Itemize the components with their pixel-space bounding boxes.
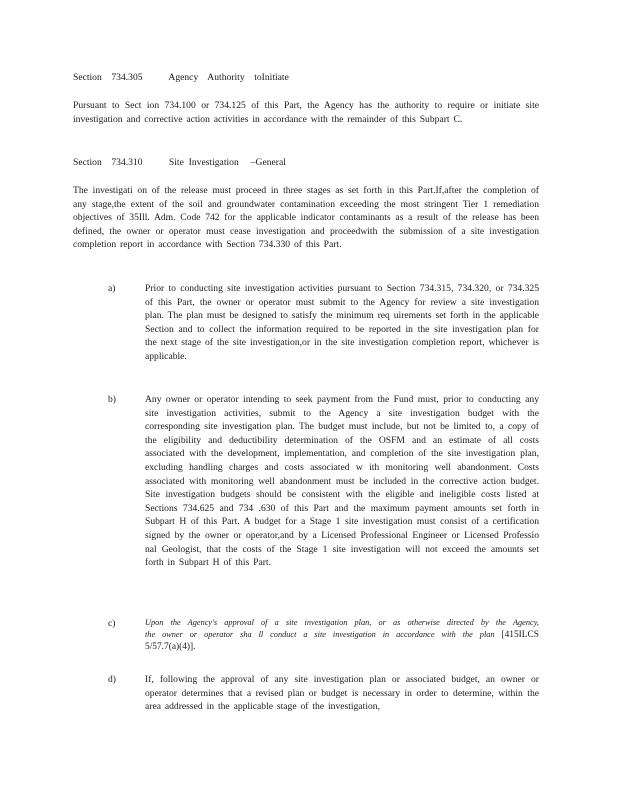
item-letter-b: b) xyxy=(108,394,116,405)
item-text-c xyxy=(145,617,539,653)
item-letter-d: d) xyxy=(108,674,116,685)
section-heading-734-305: Section 734.305 Agency Authority toInitiate xyxy=(73,72,289,83)
item-text-d: If, following the approval of any site investigation plan or associated budget, an owner or operator determines that a revised plan or budget is necessary in order to determine, within the area addressed in the applicable stage of the investigation, xyxy=(145,674,539,713)
section-body-734-305: Pursuant to Sect ion 734.100 or 734.125 of this Part, the Agency has the authority to require or initiate site investigation and corrective action activities in accordance with the remainder of this Subpart C. xyxy=(73,100,539,125)
item-letter-a: a) xyxy=(108,283,116,294)
statute-citation: [415ILCS 5/57.7(a)(4)]. xyxy=(145,630,539,652)
item-text-c-body: Upon the Agency's approval of a site investigation plan, or as otherwise directed by the Agency, the owner or operator sha ll conduct a site investigation in accordance with the plan xyxy=(145,618,539,639)
item-text-b: Any owner or operator intending to seek payment from the Fund must, prior to conducting any site investigation activities, submit to the Agency a site investigation budget with the corresponding site investigation plan. The budget must include, but not be limited to, a copy of the eligibility and deductibility determination of the OSFM and an estimate of all costs associated with the development, implementation, and completion of the site investigation plan, excluding handling charges and costs associated w ith monitoring well abandonment. Costs associated with monitoring well abandonment must be included in the corrective action budget. Site investigation budgets should be consistent with the eligible and ineligible costs listed at Sections 734.625 and 734 .630 of this Part and the maximum payment amounts set forth in Subpart H of this Part. A budget for a Stage 1 site investigation must consist of a certification signed by the owner or operator,and by a Licensed Professional Engineer or Licensed Professio nal Geologist, that the costs of the Stage 1 site investigation will not exceed the amounts set forth in Subpart H of this Part. xyxy=(145,394,539,569)
section-body-734-310: The investigati on of the release must proceed in three stages as set forth in this Part.If,after the completion of any stage,the extent of the soil and groundwater contamination exceeding the most stringent Tier 1 remediation objectives of 35Ill. Adm. Code 742 for the applicable indicator contaminants as a result of the release has been defined, the owner or operator must cease investigation and proceedwith the submission of a site investigation completion report in accordance with Section 734.330 of this Part. xyxy=(73,185,539,251)
item-text-a: Prior to conducting site investigation activities pursuant to Section 734.315, 734.320, or 734.325 of this Part, the owner or operator must submit to the Agency for review a site investigation plan. The plan must be designed to satisfy the minimum req uirements set forth in the applicable Section and to collect the information required to be reported in the site investigation plan for the next stage of the site investigation,or in the site investigation completion report, whichever is applicable. xyxy=(145,283,539,362)
item-letter-c: c) xyxy=(108,618,116,629)
section-heading-734-310: Section 734.310 Site Investigation –General xyxy=(73,157,286,168)
